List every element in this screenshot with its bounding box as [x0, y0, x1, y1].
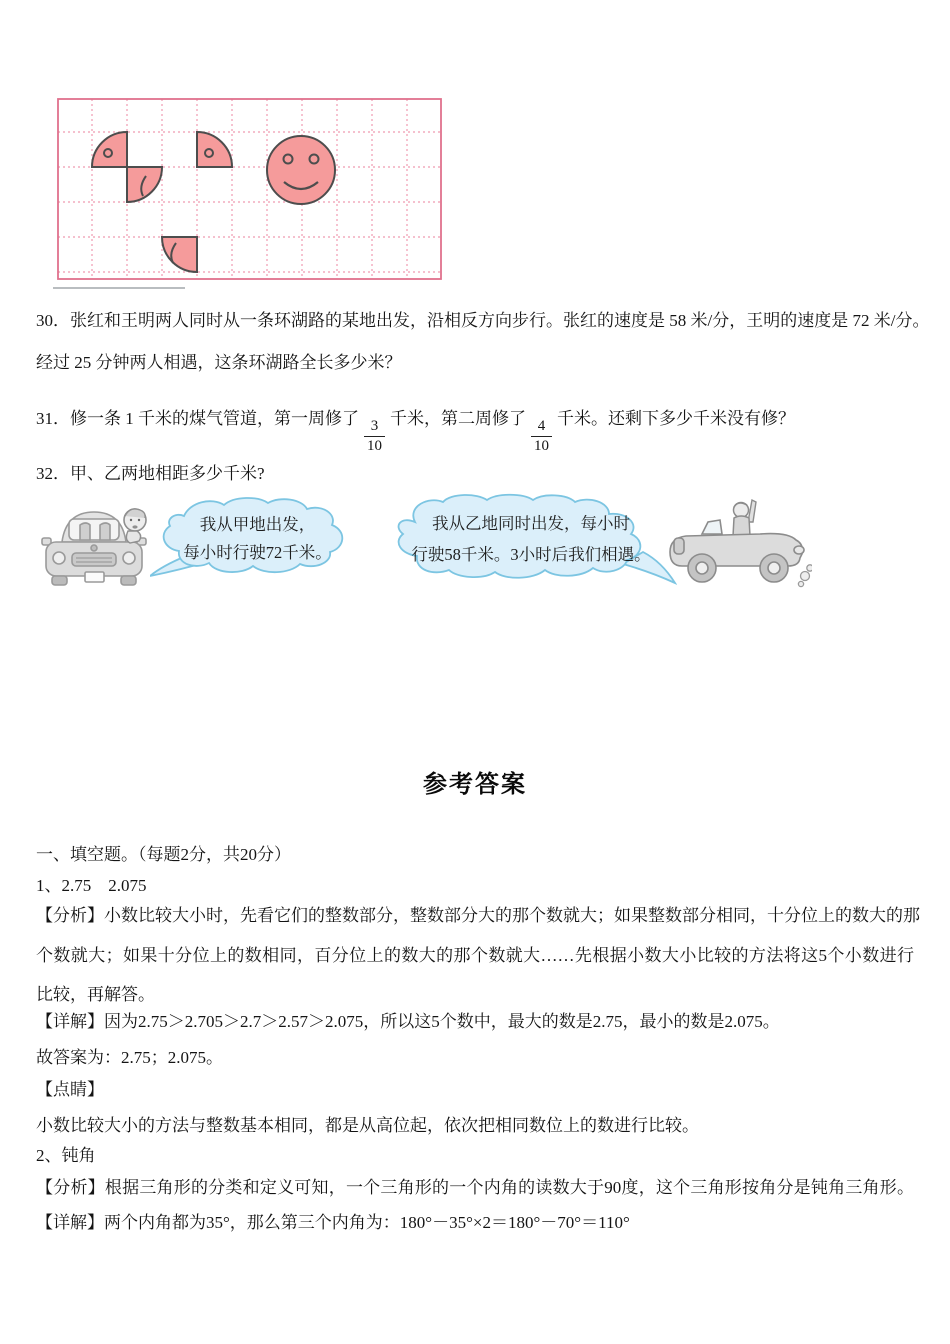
headrest [100, 523, 110, 540]
bubble-line: 每小时行驶72千米。 [183, 543, 332, 562]
bubble-line: 我从甲地出发， [199, 515, 316, 534]
answer-line: 【详解】两个内角都为35°，那么第三个内角为：180°－35°×2＝180°－70°＝110° [36, 1213, 630, 1232]
question-30-line-2: 经过 25 分钟两人相遇，这条环湖路全长多少米？ [36, 353, 402, 372]
question-30-line-1: 30．张红和王明两人同时从一条环湖路的某地出发，沿相反方向步行。张红的速度是 58 米/分，王明的速度是 72 米/分。 [36, 311, 930, 330]
fraction-4-10 [531, 419, 552, 454]
speech-bubble-right-text [385, 508, 677, 570]
question-32-text: 32．甲、乙两地相距多少千米? [36, 464, 265, 483]
question-31-text [36, 404, 914, 454]
face-piece-quarter-top-left [92, 132, 127, 167]
grid-figure [57, 98, 442, 282]
answer-line: 小数比较大小的方法与整数基本相同，都是从高位起，依次把相同数位上的数进行比较。 [36, 1116, 699, 1135]
answer-line: 比较，再解答。 [36, 985, 155, 1004]
speech-bubble-right [385, 492, 677, 586]
answer-line: 个数就大；如果十分位上的数相同，百分位上的数大的那个数就大……先根据小数大小比较的方法将这5个小数进行 [36, 946, 914, 965]
bubble-line: 我从乙地同时出发，每小时 [432, 514, 630, 533]
windshield [69, 519, 119, 540]
fraction-denominator: 10 [364, 436, 385, 454]
car-side-illustration [662, 492, 812, 596]
answer-line: 【分析】小数比较大小时，先看它们的整数部分，整数部分大的那个数就大；如果整数部分相同，十分位上的数大的那 [36, 906, 920, 925]
question-31-mid: 千米，第二周修了 [390, 409, 526, 428]
fraction-numerator: 3 [370, 418, 379, 434]
passenger-person [733, 500, 756, 536]
headlight-icon [794, 546, 804, 554]
answer-line: 【点睛】 [36, 1080, 104, 1099]
headlight-icon [53, 552, 65, 564]
face-piece-quarter-top-right [197, 132, 232, 167]
fraction-3-10 [364, 419, 385, 454]
torso [733, 516, 750, 536]
speech-bubble-left-text [150, 511, 365, 567]
arm [126, 531, 140, 543]
windshield [702, 520, 722, 534]
face-piece-quarter-bottom-left [162, 237, 197, 272]
car-logo-icon [91, 545, 97, 551]
exhaust-smoke-icon [798, 565, 812, 587]
answer-section-header: 一、填空题。（每题2分，共20分） [36, 845, 291, 864]
trunk [674, 538, 684, 554]
answer-line: 1、2.75 2.075 [36, 876, 147, 895]
grille [72, 553, 116, 566]
wheel [52, 576, 67, 585]
bubble-line: 行驶58千米。3小时后我们相遇。 [411, 545, 651, 564]
answer-line: 【分析】根据三角形的分类和定义可知，一个三角形的一个内角的读数大于90度，这个三角形按角分是钝角三角形。 [36, 1178, 914, 1197]
headlight-icon [123, 552, 135, 564]
smiley-face [267, 136, 335, 204]
grid-border [58, 99, 441, 279]
fraction-numerator: 4 [537, 418, 546, 434]
wheel-hub [768, 562, 780, 574]
question-31-suffix: 千米。还剩下多少千米没有修？ [557, 409, 795, 428]
grid-lines [58, 99, 441, 278]
scan-artifact-line [53, 287, 185, 289]
face-piece-quarter-bottom-right [127, 167, 162, 202]
car-front-illustration [32, 500, 160, 595]
fraction-denominator: 10 [531, 436, 552, 454]
question-31-prefix: 31．修一条 1 千米的煤气管道，第一周修了 [36, 409, 359, 428]
wheel [121, 576, 136, 585]
answer-line: 【详解】因为2.75＞2.705＞2.7＞2.57＞2.075，所以这5个数中，最大的数是2.75，最小的数是2.075。 [36, 1012, 780, 1031]
answer-line: 故答案为：2.75；2.075。 [36, 1048, 223, 1067]
answers-title: 参考答案 [423, 772, 527, 798]
answer-line: 2、钝角 [36, 1146, 96, 1165]
license-plate [85, 572, 104, 582]
speech-bubble-left [150, 494, 365, 582]
headrest [80, 523, 90, 540]
wheel-hub [696, 562, 708, 574]
mouth [132, 525, 137, 528]
